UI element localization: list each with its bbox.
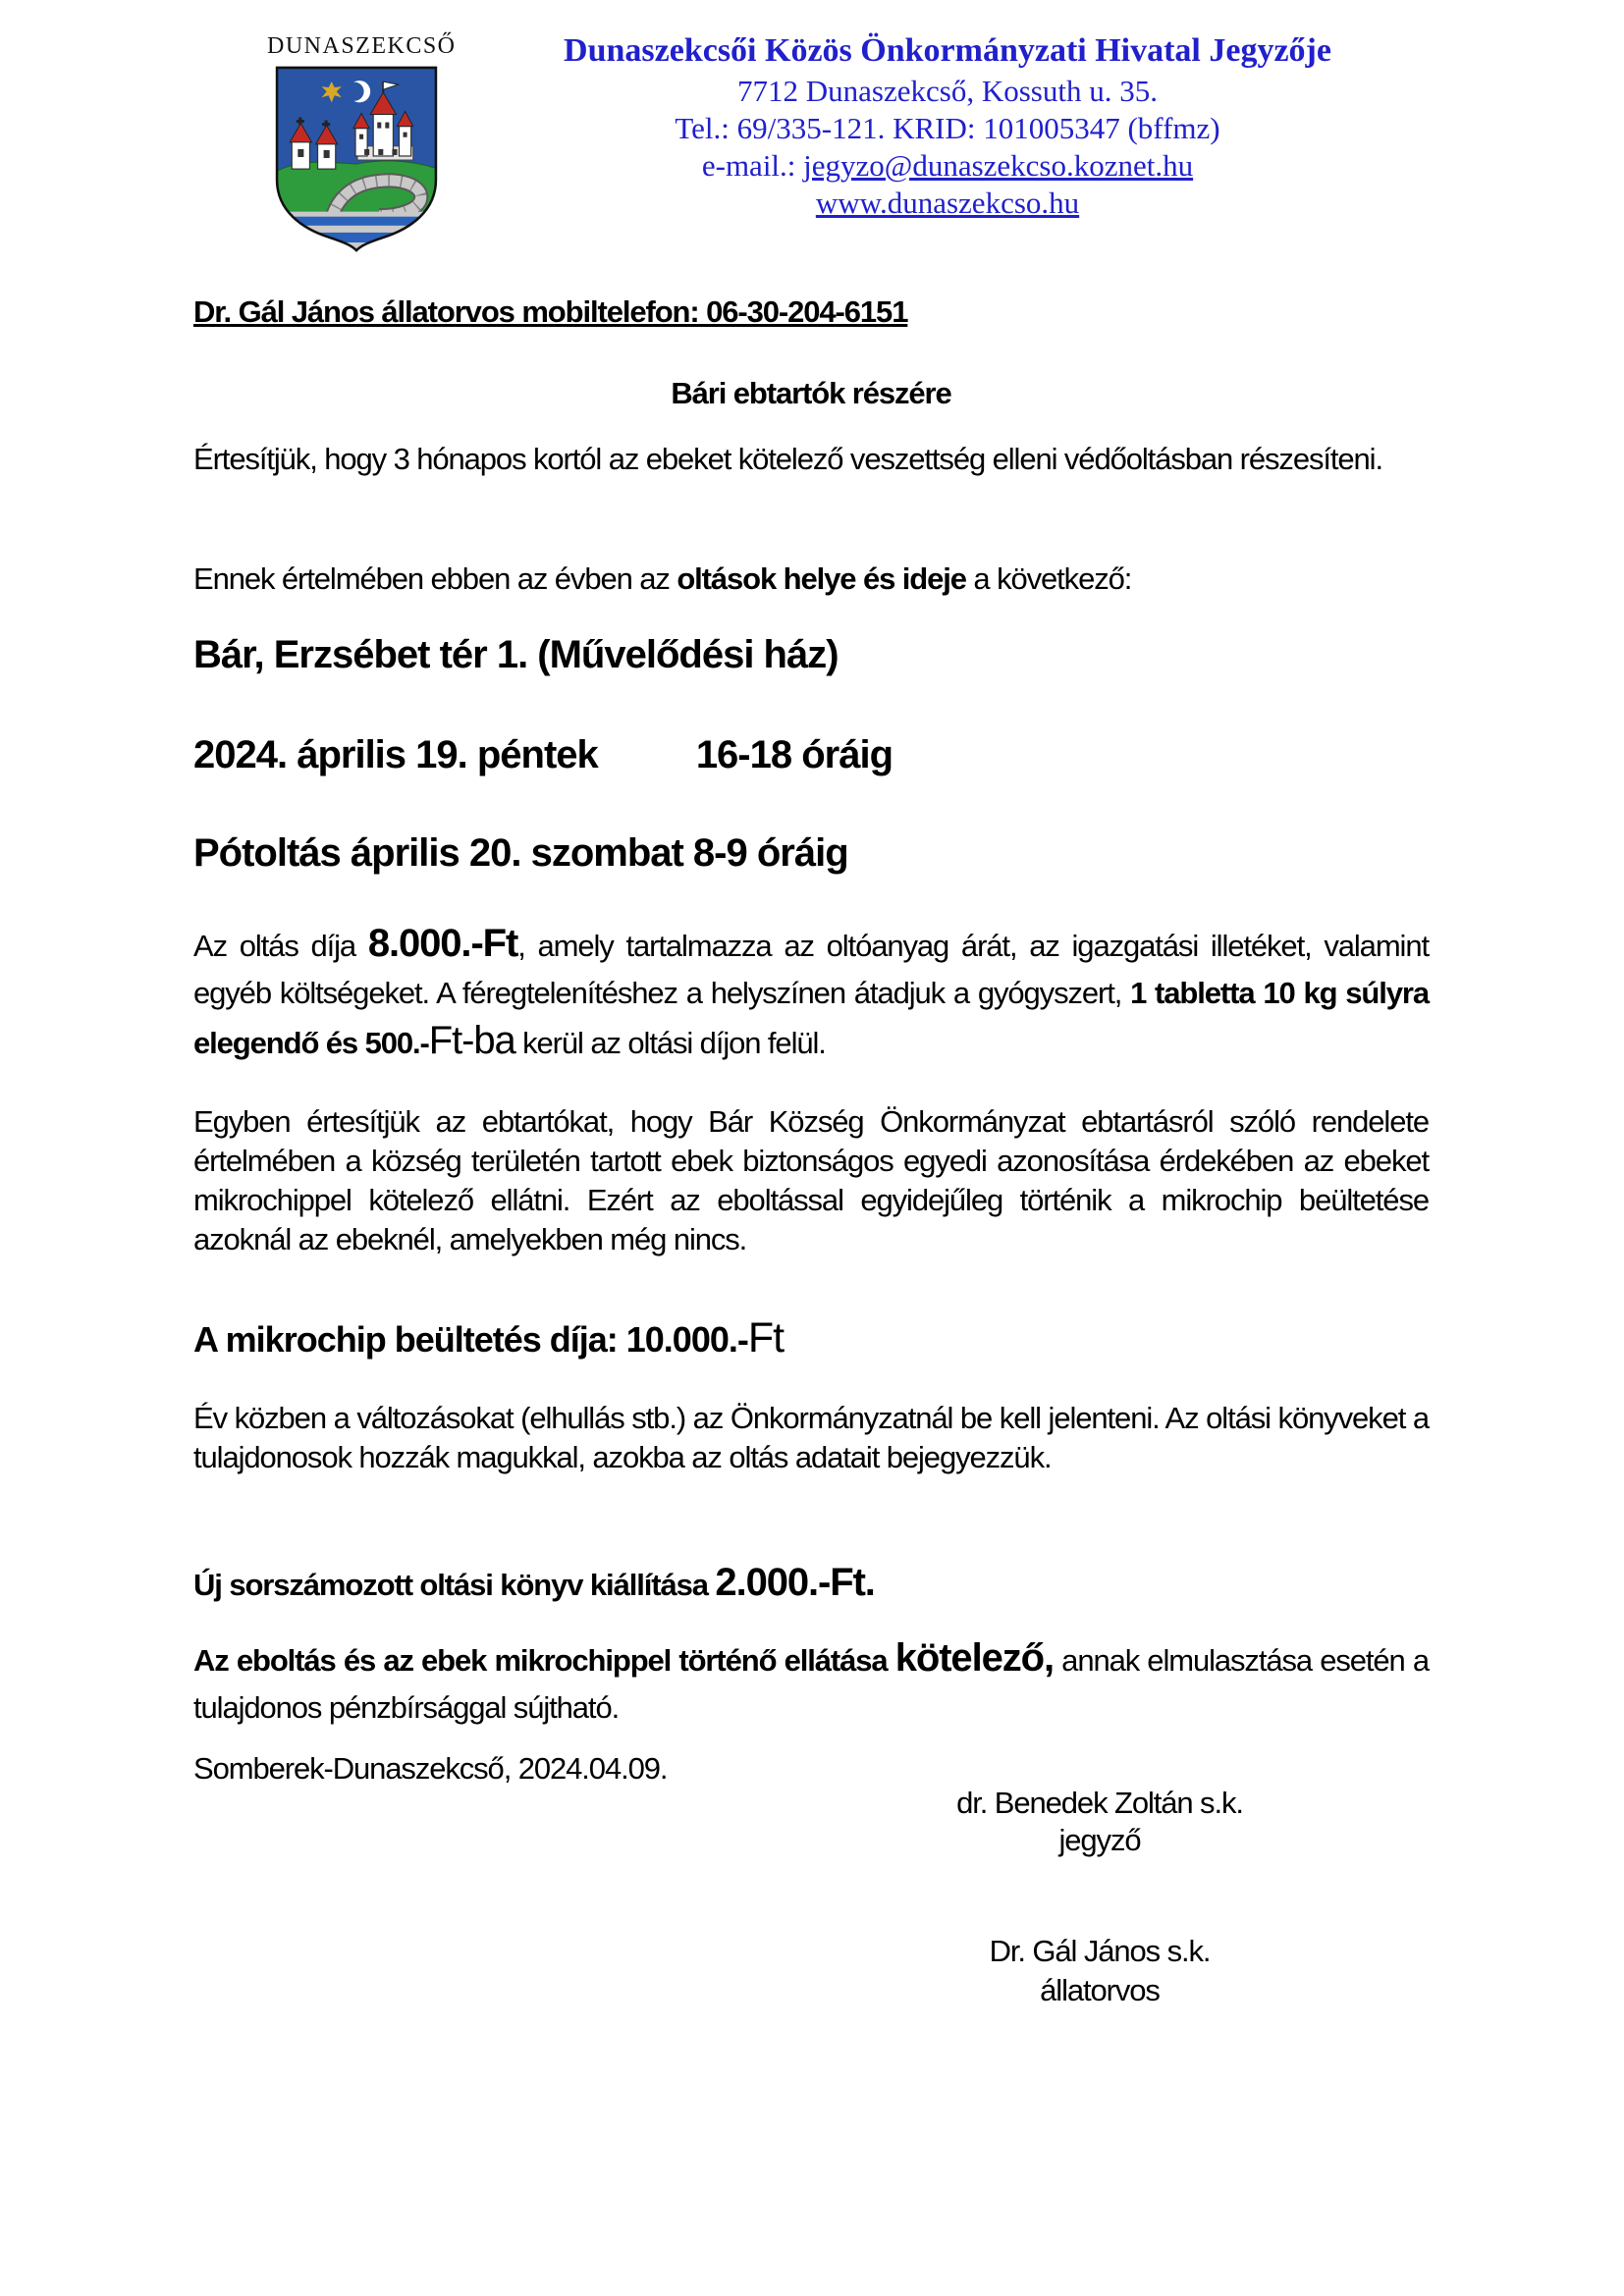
signature-title: állatorvos	[1040, 1973, 1160, 2007]
mandatory-notice: Az eboltás és az ebek mikrochippel történő ellátása kötelező, annak elmulasztása esetén a tulajdonos pénzbírsággal sújtható.	[193, 1636, 1429, 1725]
booklet-fee-line: Új sorszámozott oltási könyv kiállítása 2.000.-Ft.	[193, 1561, 875, 1604]
office-email-line	[471, 147, 1424, 185]
dateline: Somberek-Dunaszekcső, 2024.04.09.	[193, 1751, 668, 1786]
logo-caption: DUNASZEKCSŐ	[267, 33, 457, 59]
email-link[interactable]: jegyzo@dunaszekcso.koznet.hu	[803, 148, 1194, 183]
makeup-date-heading: Pótoltás április 20. szombat 8-9 óráig	[193, 831, 848, 875]
office-phone-line: Tel.: 69/335-121. KRID: 101005347 (bffmz)	[675, 111, 1220, 145]
fee-paragraph: Az oltás díja 8.000.-Ft, amely tartalmazza az oltóanyag árát, az igazgatási illetéket, valamint egyéb költségeket. A féregtelenítéshez a helyszínen átadjuk a gyógyszert, 1 tabletta 10 kg súlyra elegendő és 500.-Ft-ba kerül az oltási díjon felül.	[193, 922, 1429, 1062]
vet-phone-line: Dr. Gál János állatorvos mobiltelefon: 06-30-204-6151	[193, 294, 908, 329]
signature-benedek	[903, 1785, 1296, 1859]
mandatory-emphasis: kötelező,	[894, 1636, 1054, 1680]
location-heading: Bár, Erzsébet tér 1. (Művelődési ház)	[193, 633, 839, 676]
email-label: e-mail.:	[701, 148, 804, 183]
tablet-fee-unit: Ft-ba	[428, 1019, 515, 1062]
booklet-fee: 2.000.-Ft.	[715, 1561, 875, 1604]
vaccination-fee: 8.000.-Ft	[367, 922, 518, 965]
signature-name: dr. Benedek Zoltán s.k.	[956, 1786, 1243, 1820]
microchip-fee-heading: A mikrochip beültetés díja: 10.000.-Ft	[193, 1314, 785, 1362]
dunaszekcso-coat-of-arms-icon	[272, 62, 441, 254]
changes-paragraph: Év közben a változásokat (elhullás stb.) az Önkormányzatnál be kell jelenteni. Az oltási könyveket a tulajdonosok hozzák magukkal, azokba az oltás adatait bejegyezzük.	[193, 1401, 1429, 1474]
microchip-paragraph: Egyben értesítjük az ebtartókat, hogy Bár Község Önkormányzat ebtartásról szóló rendelete értelmében a község területén tartott ebek biztonságos egyedi azonosítása érdekében az ebeket mikrochippel kötelező ellátni. Ezért az eboltással egyidejűleg történik a mikrochip beültetése azoknál az ebeknél, amelyekben még nincs.	[193, 1104, 1429, 1256]
office-logo	[267, 33, 457, 259]
intro-paragraph: Értesítjük, hogy 3 hónapos kortól az ebeket kötelező veszettség elleni védőoltásban részesíteni.	[193, 442, 1382, 476]
website-link[interactable]: www.dunaszekcso.hu	[815, 186, 1080, 220]
signature-gal	[903, 1932, 1296, 2010]
signature-title: jegyző	[1058, 1823, 1141, 1857]
recipient-line: Bári ebtartók részére	[671, 376, 951, 410]
office-title: Dunaszekcsői Közös Önkormányzati Hivatal Jegyzője	[564, 32, 1331, 69]
schedule-intro: Ennek értelmében ebben az évben az oltások helye és ideje a következő:	[193, 561, 1132, 596]
letterhead	[471, 29, 1424, 222]
microchip-fee-unit: Ft	[747, 1314, 785, 1362]
vaccination-time: 16-18 óráig	[695, 733, 893, 776]
schedule-intro-emphasis: oltások helye és ideje	[677, 561, 966, 596]
office-website-line	[471, 185, 1424, 222]
signature-name: Dr. Gál János s.k.	[989, 1934, 1211, 1968]
water-stripes	[272, 212, 441, 253]
date-heading	[193, 731, 1429, 778]
office-address: 7712 Dunaszekcső, Kossuth u. 35.	[737, 74, 1158, 108]
vaccination-date: 2024. április 19. péntek	[193, 733, 598, 776]
tablet-info: 1 tabletta 10 kg súlyra elegendő és 500.-	[193, 976, 1429, 1060]
